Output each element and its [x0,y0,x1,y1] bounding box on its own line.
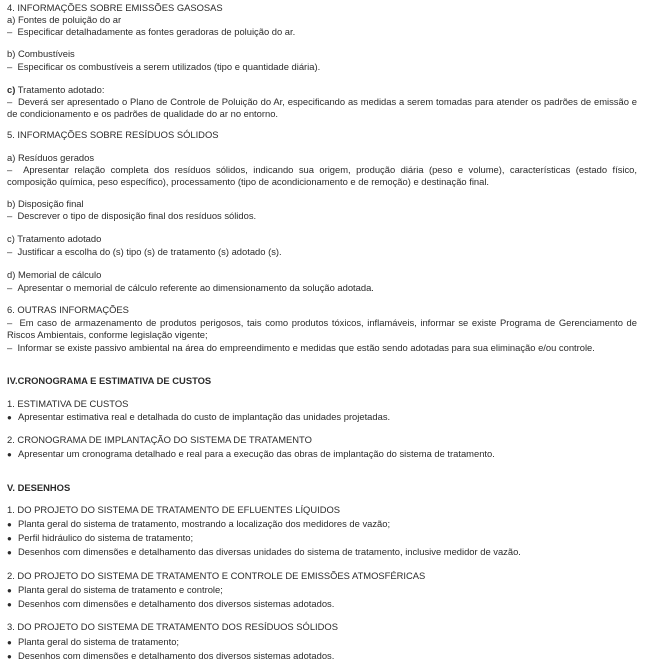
list-item [7,650,334,663]
section-4c-label: c) [7,84,16,95]
section-v-1-heading: 1. DO PROJETO DO SISTEMA DE TRATAMENTO DE EFLUENTES LÍQUIDOS [7,504,341,515]
section-4a-title: a) Fontes de poluição do ar [7,14,122,25]
section-6-item-2: – Informar se existe passivo ambiental na área do empreendimento e medidas que estão sendo adotadas para sua eliminação e/ou controle. [7,342,595,354]
section-5a-title: a) Resíduos gerados [7,152,95,163]
section-5c-title: c) Tratamento adotado [7,233,102,244]
section-5d-item: – Apresentar o memorial de cálculo referente ao dimensionamento da solução adotada. [7,282,374,294]
list-item [7,598,334,611]
bullet-icon: ● [7,638,12,647]
section-6-item-1: – Em caso de armazenamento de produtos perigosos, tais como produtos tóxicos, inflamáveis, informar se existe Programa de Gerenciamento de Riscos Ambientais, conforme legislação vigente; [7,317,637,340]
bullet-icon: ● [7,548,12,557]
section-5b-title: b) Disposição final [7,198,84,209]
section-4c-title [7,84,104,96]
section-iv-heading: IV.CRONOGRAMA E ESTIMATIVA DE CUSTOS [7,375,212,386]
section-4b-title: b) Combustíveis [7,48,75,59]
bullet-icon: ● [7,534,12,543]
section-v-heading: V. DESENHOS [7,482,71,493]
list-item-text: Planta geral do sistema de tratamento e controle; [18,584,223,595]
section-5-heading: 5. INFORMAÇÕES SOBRE RESÍDUOS SÓLIDOS [7,129,219,140]
list-item [7,411,390,424]
section-4-heading: 4. INFORMAÇÕES SOBRE EMISSÕES GASOSAS [7,2,223,13]
bullet-icon: ● [7,413,12,422]
list-item-text: Apresentar um cronograma detalhado e real para a execução das obras de implantação do sistema de tratamento. [18,448,495,459]
section-4a-item: – Especificar detalhadamente as fontes geradoras de poluição do ar. [7,26,295,38]
bullet-icon: ● [7,586,12,595]
list-item-text: Apresentar estimativa real e detalhada do custo de implantação das unidades projetadas. [18,411,391,422]
section-v-3-heading: 3. DO PROJETO DO SISTEMA DE TRATAMENTO DOS RESÍDUOS SÓLIDOS [7,621,338,632]
list-item-text: Planta geral do sistema de tratamento, mostrando a localização dos medidores de vazão; [18,518,391,529]
list-item [7,584,223,597]
list-item-text: Desenhos com dimensões e detalhamento dos diversos sistemas adotados. [18,650,335,661]
bullet-icon: ● [7,520,12,529]
list-item-text: Desenhos com dimensões e detalhamento das diversas unidades do sistema de tratamento, inclusive medidor de vazão. [18,546,521,557]
section-iv-2-heading: 2. CRONOGRAMA DE IMPLANTAÇÃO DO SISTEMA DE TRATAMENTO [7,434,312,445]
section-6-heading: 6. OUTRAS INFORMAÇÕES [7,304,129,315]
section-5b-item: – Descrever o tipo de disposição final dos resíduos sólidos. [7,210,256,222]
section-5d-title: d) Memorial de cálculo [7,269,102,280]
list-item-text: Desenhos com dimensões e detalhamento dos diversos sistemas adotados. [18,598,335,609]
section-5a-item: – Apresentar relação completa dos resíduos sólidos, indicando sua origem, produção diária (peso e volume), características (estado físico, composição química, peso específico), processamento (tipo de acondicionamento e de remoção) e destinação final. [7,164,637,187]
list-item-text: Planta geral do sistema de tratamento; [18,636,180,647]
section-4b-item: – Especificar os combustíveis a serem utilizados (tipo e quantidade diária). [7,61,320,73]
list-item [7,532,193,545]
section-4c-title-text: Tratamento adotado: [15,84,105,95]
section-iv-1-heading: 1. ESTIMATIVA DE CUSTOS [7,398,129,409]
list-item-text: Perfil hidráulico do sistema de tratamento; [18,532,194,543]
section-5c-item: – Justificar a escolha do (s) tipo (s) de tratamento (s) adotado (s). [7,246,282,258]
list-item [7,448,495,461]
bullet-icon: ● [7,652,12,661]
list-item [7,518,390,531]
bullet-icon: ● [7,600,12,609]
section-4c-item: – Deverá ser apresentado o Plano de Controle de Poluição do Ar, especificando as medidas a serem tomadas para atender os padrões de emissão e de condicionamento e os padrões de qualidade do ar no entorno. [7,96,637,119]
list-item [7,636,179,649]
section-v-2-heading: 2. DO PROJETO DO SISTEMA DE TRATAMENTO E CONTROLE DE EMISSÕES ATMOSFÉRICAS [7,570,426,581]
bullet-icon: ● [7,450,12,459]
list-item [7,546,521,559]
